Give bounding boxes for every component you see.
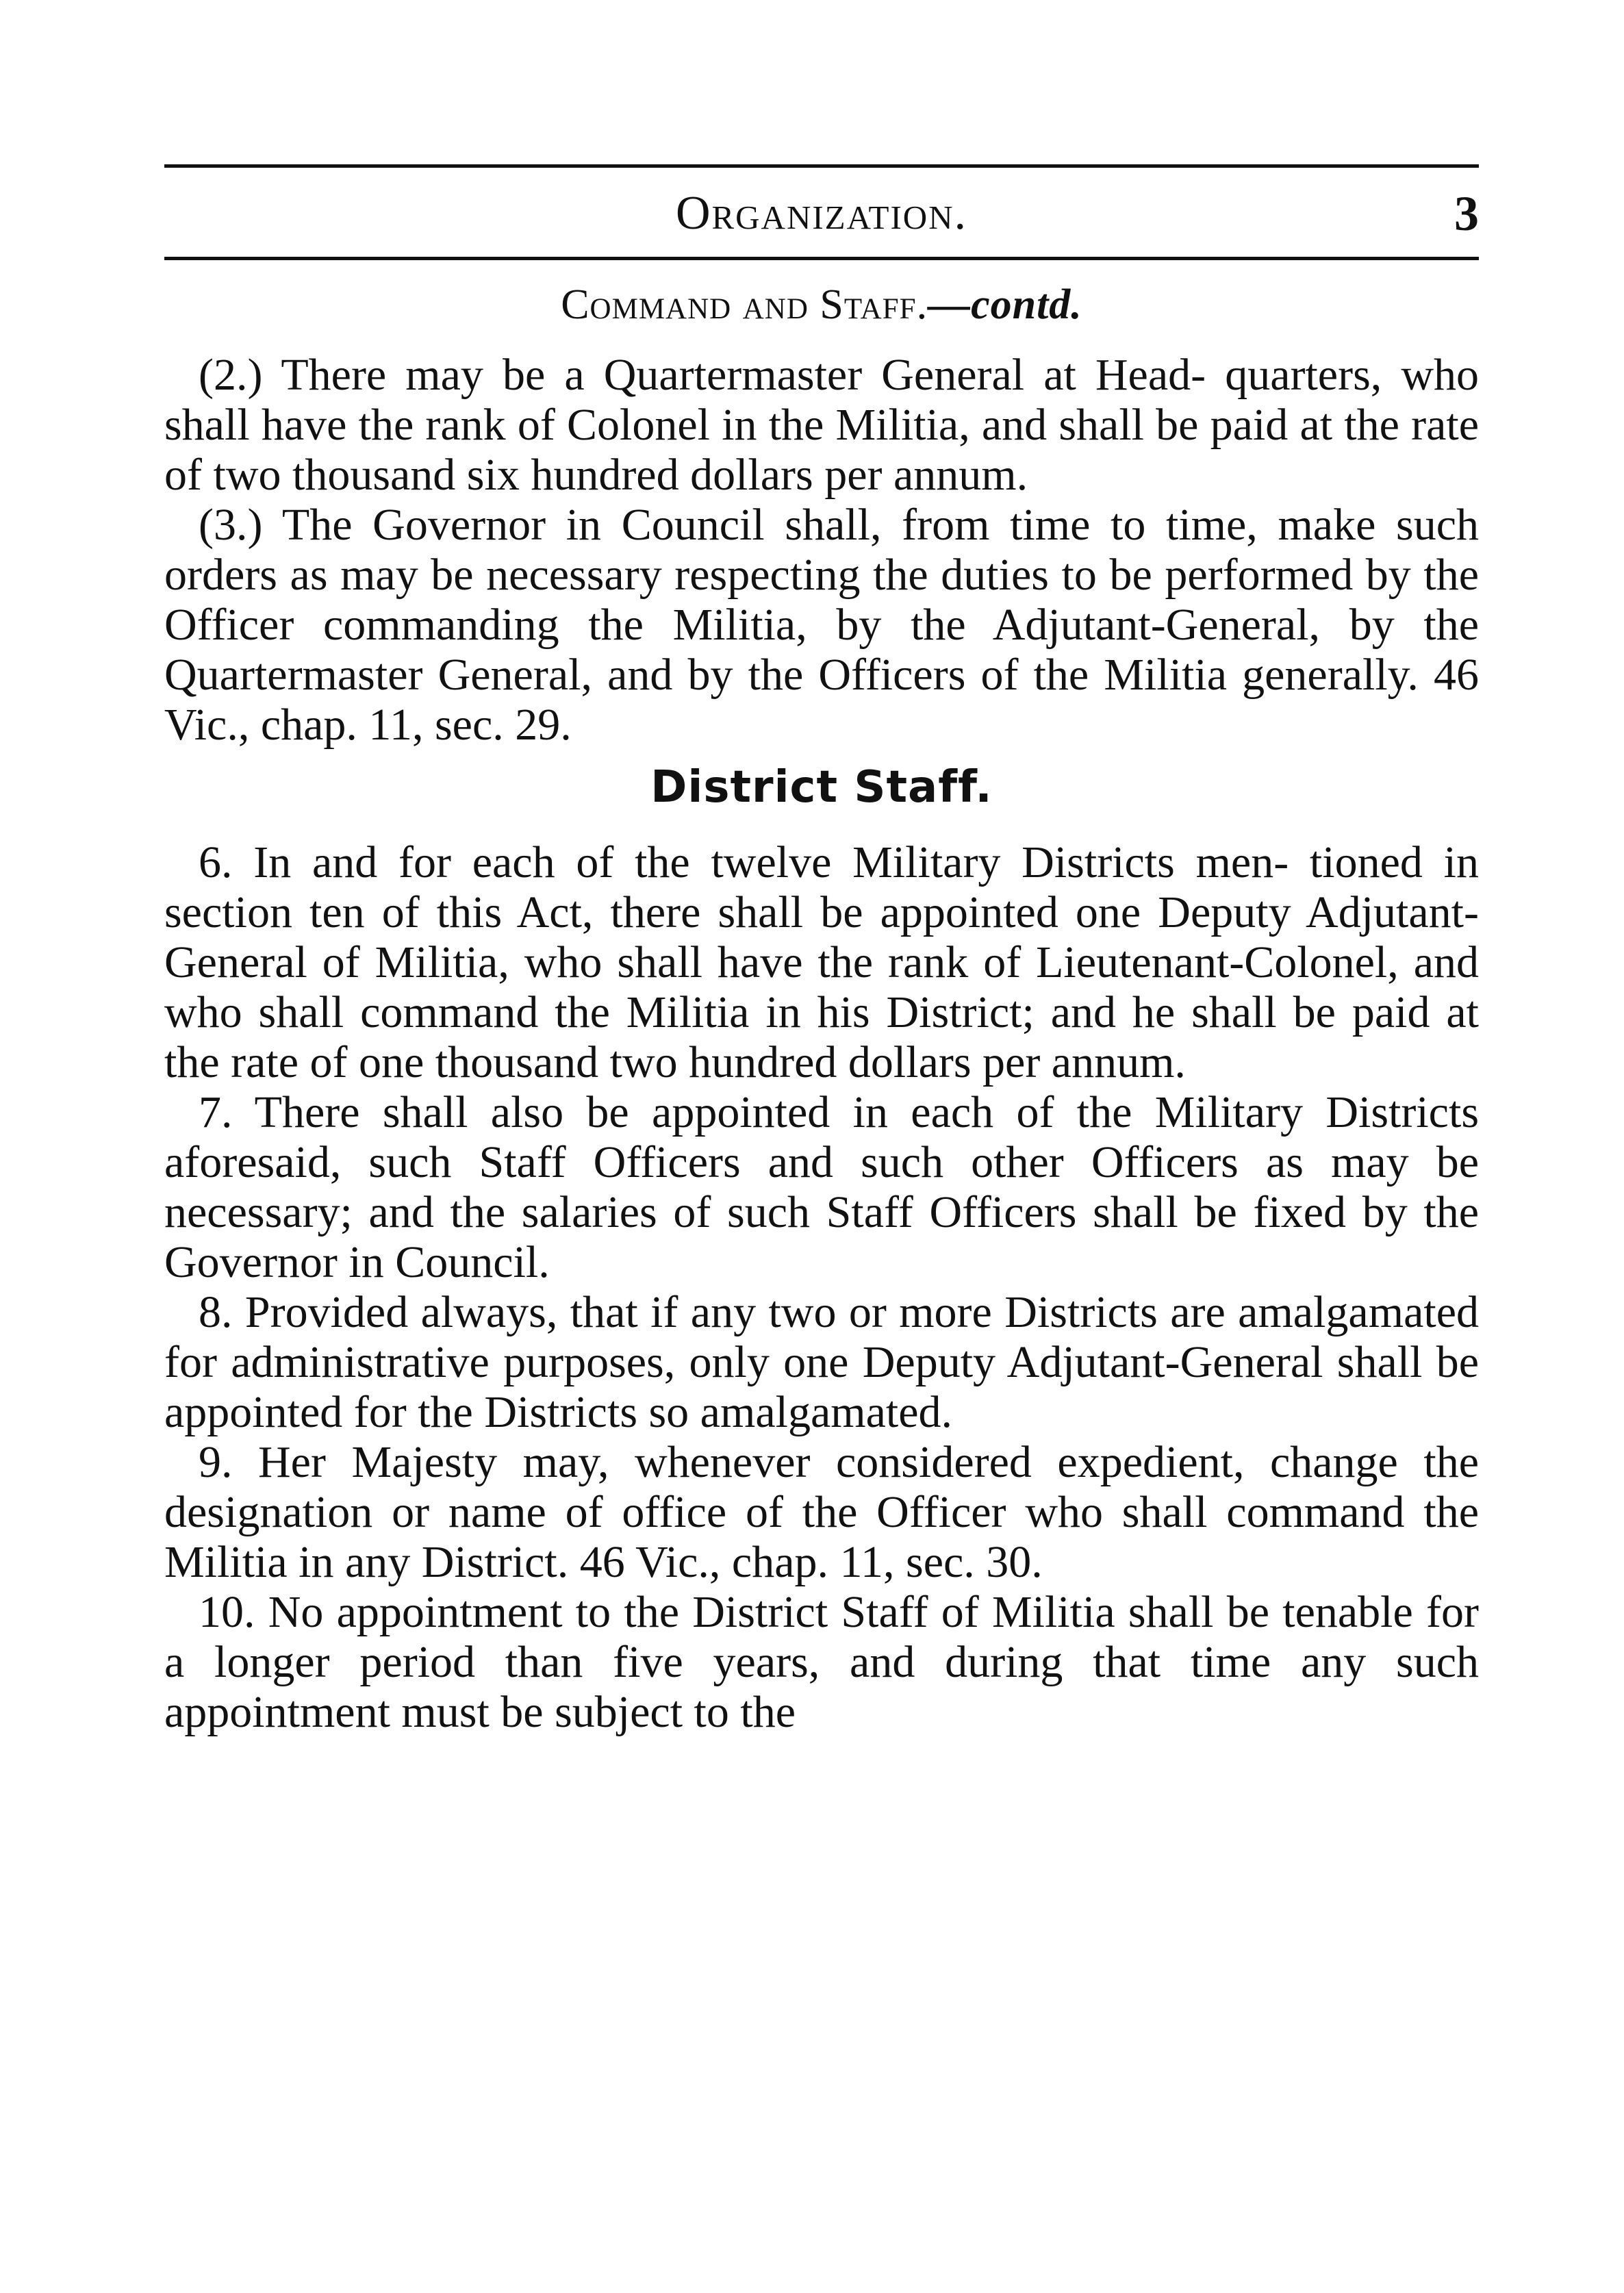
paragraph-section-6: 6. In and for each of the twelve Military Districts men- tioned in section ten of this Act, there shall be appointed one Deputy Adjutant-General of Militia, who shall have the rank of Lieutenant-Colonel, and who shall command the Militia in his District; and he shall be paid at the rate of one thousand two hundred dollars per annum. xyxy=(164,837,1479,1087)
document-page xyxy=(164,164,1479,1737)
subheading-district-staff: District Staff. xyxy=(650,762,993,813)
paragraph-section-10: 10. No appointment to the District Staff of Militia shall be tenable for a longer period than five years, and during that time any such appointment must be subject to the xyxy=(164,1587,1479,1737)
running-header xyxy=(164,183,1479,244)
header-rule-top xyxy=(164,164,1479,168)
paragraph-section-8: 8. Provided always, that if any two or more Districts are amalgamated for administrative purposes, only one Deputy Adjutant-General shall be appointed for the Districts so amalgamated. xyxy=(164,1287,1479,1437)
paragraph-section-7: 7. There shall also be appointed in each of the Military Districts aforesaid, such Staff Officers and such other Officers as may be necessary; and the salaries of such Staff Officers shall be fixed by the Governor in Council. xyxy=(164,1087,1479,1287)
section-title-main: Command and Staff. xyxy=(561,281,928,328)
page-number: 3 xyxy=(1454,186,1479,241)
section-title-contd: —contd. xyxy=(928,281,1082,328)
section-title xyxy=(164,281,1479,329)
paragraph-3: (3.) The Governor in Council shall, from time to time, make such orders as may be necessary respecting the duties to be performed by the Officer commanding the Militia, by the Adjutant-General, by the Quartermaster General, and by the Officers of the Militia generally. 46 Vic., chap. 11, sec. 29. xyxy=(164,500,1479,750)
running-title: Organization. xyxy=(675,187,968,240)
paragraph-2: (2.) There may be a Quartermaster General at Head- quarters, who shall have the rank of Colonel in the Militia, and shall be paid at the rate of two thousand six hundred dollars per annum. xyxy=(164,350,1479,500)
header-rule-bottom xyxy=(164,257,1479,260)
paragraph-section-9: 9. Her Majesty may, whenever considered expedient, change the designation or name of office of the Officer who shall command the Militia in any District. 46 Vic., chap. 11, sec. 30. xyxy=(164,1437,1479,1587)
